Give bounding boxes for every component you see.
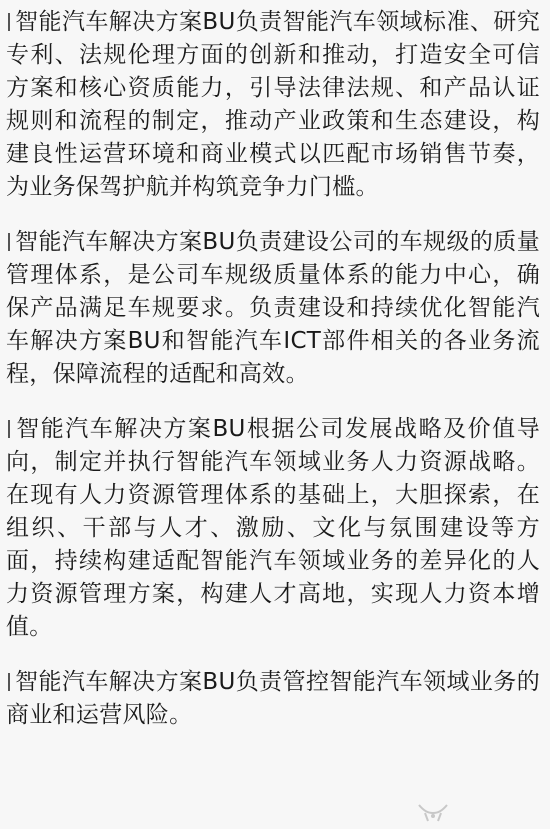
paragraph-3-text: 智能汽车解决方案BU根据公司发展战略及价值导向，制定并执行智能汽车领域业务人力资源战略。在现有人力资源管理体系的基础上，大胆探索，在组织、干部与人才、激励、文化与氛围建设等方面，持续构建适配智能汽车领域业务的差异化的人力资源管理方案，构建人才高地，实现人力资本增值。 (6, 416, 540, 640)
vertical-bar-bullet-icon (8, 673, 10, 691)
watermark-logo-icon (416, 801, 450, 823)
paragraph-2 (6, 226, 540, 391)
vertical-bar-bullet-icon (8, 233, 10, 251)
paragraph-1-text: 智能汽车解决方案BU负责智能汽车领域标准、研究专利、法规伦理方面的创新和推动，打造安全可信方案和核心资质能力，引导法律法规、和产品认证规则和流程的制定，推动产业政策和生态建设，构建良性运营环境和商业模式以匹配市场销售节奏，为业务保驾护航并构筑竞争力门槛。 (6, 9, 540, 200)
paragraph-4 (6, 666, 540, 732)
paragraph-2-text: 智能汽车解决方案BU负责建设公司的车规级的质量管理体系，是公司车规级质量体系的能力中心，确保产品满足车规要求。负责建设和持续优化智能汽车解决方案BU和智能汽车ICT部件相关的各业务流程，保障流程的适配和高效。 (6, 229, 540, 387)
paragraph-4-text: 智能汽车解决方案BU负责管控智能汽车领域业务的商业和运营风险。 (6, 669, 540, 728)
paragraph-3 (6, 413, 540, 644)
vertical-bar-bullet-icon (8, 13, 10, 31)
vertical-bar-bullet-icon (8, 420, 10, 438)
paragraph-1 (6, 6, 540, 204)
